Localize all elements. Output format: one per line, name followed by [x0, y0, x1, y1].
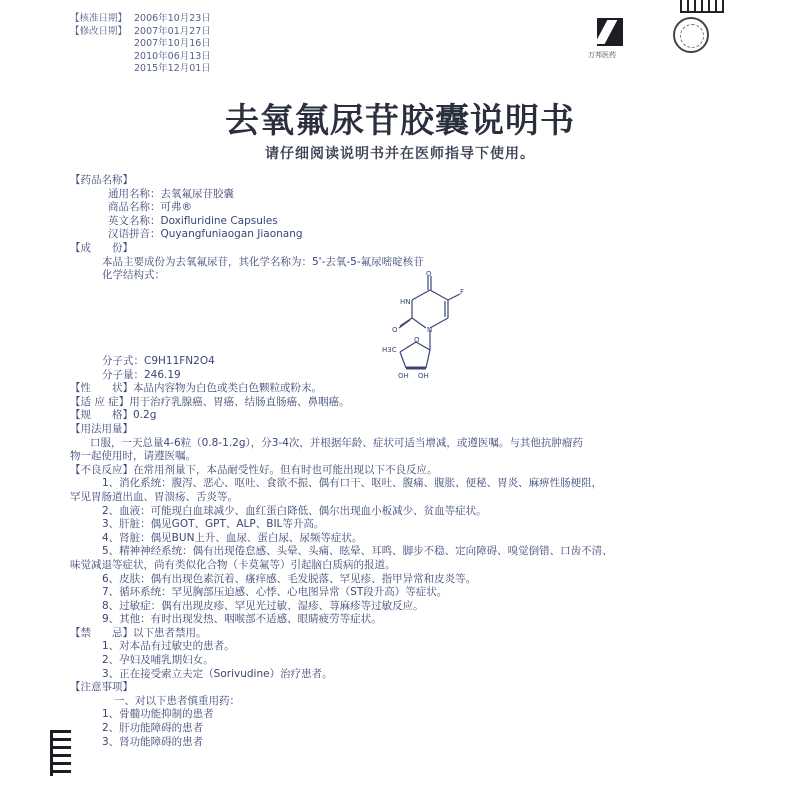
print-registration-mark-icon	[50, 730, 71, 776]
svg-text:OH: OH	[398, 372, 409, 380]
revision-date: 2015年12月01日	[134, 63, 211, 74]
indications-text: 用于治疗乳腺癌、胃癌、结肠直肠癌、鼻咽癌。	[129, 395, 350, 408]
section-specification	[70, 409, 613, 423]
section-heading: 【成 份】	[70, 242, 133, 254]
precaution-item: 3、肾功能障碍的患者	[102, 735, 204, 748]
contraindications-intro: 以下患者禁用。	[133, 626, 207, 639]
adverse-intro: 在常用剂量下，本品耐受性好。但有时也可能出现以下不良反应。	[133, 463, 438, 476]
revision-date: 2007年01月27日	[134, 25, 211, 37]
precaution-item: 1、骨髓功能抑制的患者	[102, 708, 214, 721]
contraindication-item: 1、对本品有过敏史的患者。	[102, 640, 235, 653]
section-heading: 【注意事项】	[70, 681, 133, 694]
molecular-formula: 分子式：C9H11FN2O4	[102, 355, 215, 367]
adverse-item: 1、消化系统：腹泻、恶心、呕吐、食欲不振、偶有口干、呕吐、腹痛、腹胀、便秘、胃炎、麻痹性肠梗阻，	[102, 477, 603, 490]
adverse-item: 4、肾脏：偶见BUN上升、血尿、蛋白尿、尿频等症状。	[102, 531, 363, 544]
contraindication-item: 3、正在接受索立夫定（Sorivudine）治疗患者。	[102, 667, 333, 680]
revision-date-label	[70, 63, 134, 76]
svg-text:F: F	[460, 288, 465, 296]
section-indications	[70, 396, 613, 410]
adverse-item: 8、过敏症：偶有出现皮疹、罕见光过敏、湿疹、荨麻疹等过敏反应。	[102, 599, 424, 612]
approval-date: 2006年10月23日	[134, 13, 211, 24]
svg-text:O: O	[414, 336, 420, 344]
section-heading: 【药品名称】	[70, 174, 133, 186]
appearance-text: 本品内容物为白色或类白色颗粒或粉末。	[133, 382, 322, 395]
section-drug-name	[70, 174, 303, 242]
barcode-mark-icon	[680, 0, 724, 13]
adverse-item: 罕见胃肠道出血、胃溃疡、舌炎等。	[70, 490, 238, 503]
svg-text:N: N	[427, 326, 433, 334]
adverse-item: 3、肝脏：偶见GOT、GPT、ALP、BIL等升高。	[102, 518, 325, 531]
revision-date: 2007年10月16日	[134, 38, 211, 49]
svg-text:OH: OH	[418, 372, 429, 380]
section-heading: 【用法用量】	[70, 422, 133, 435]
document-title: 去氧氟尿苷胶囊说明书	[225, 101, 575, 141]
contraindication-item: 2、孕妇及哺乳期妇女。	[102, 654, 214, 667]
section-adverse-reactions	[70, 464, 613, 478]
section-heading: 【适 应 症】	[70, 395, 130, 408]
adverse-item: 味觉减退等症状，尚有类似化合物（卡莫氟等）引起脑白质病的报道。	[70, 558, 396, 571]
revision-dates	[70, 13, 211, 76]
section-heading: 【不良反应】	[70, 463, 133, 476]
certification-seal-icon	[673, 17, 709, 53]
section-properties	[70, 382, 613, 396]
revision-date-label: 【修改日期】	[70, 25, 128, 37]
adverse-item: 5、精神神经系统：偶有出现倦怠感、头晕、头痛、眩晕、耳鸣、脚步不稳、定向障碍、嗅觉倒错、口齿不清、	[102, 545, 613, 558]
revision-date-label	[70, 51, 134, 64]
generic-name: 通用名称：去氧氟尿苷胶囊	[108, 187, 234, 200]
revision-date: 2010年06月13日	[134, 50, 211, 62]
precaution-item: 一、对以下患者慎重用药：	[114, 694, 240, 707]
pinyin-name: 汉语拼音：Quyangfuniaogan Jiaonang	[108, 228, 303, 241]
structure-label: 化学结构式：	[102, 269, 165, 282]
revision-date-label	[70, 38, 134, 51]
adverse-item: 9、其他：有时出现发热、咽喉部不适感、眼睛疲劳等症状。	[102, 613, 382, 626]
svg-text:H3C: H3C	[382, 346, 397, 354]
section-contraindications	[70, 627, 613, 641]
company-logo-icon	[597, 18, 623, 46]
composition-text: 本品主要成份为去氧氟尿苷，其化学名称为：5'-去氧-5-氟尿嘧啶核苷	[102, 255, 424, 268]
section-heading: 【禁 忌】	[70, 626, 133, 639]
adverse-item: 7、循环系统：罕见胸部压迫感、心悸、心电图异常（ST段升高）等症状。	[102, 586, 448, 599]
section-heading: 【性 状】	[70, 382, 133, 395]
section-heading: 【规 格】	[70, 409, 133, 422]
precaution-item: 2、肝功能障碍的患者	[102, 722, 204, 735]
section-molecular-info	[70, 355, 613, 749]
dosage-text: 口服，一天总量4-6粒（0.8-1.2g），分3-4次，并根据年龄、症状可适当增减，或遵医嘱。与其他抗肿瘤药	[90, 436, 583, 449]
document-subtitle: 请仔细阅读说明书并在医师指导下使用。	[265, 146, 535, 162]
trade-name: 商品名称：可弗®	[108, 201, 192, 214]
approval-date-label: 【核准日期】	[70, 13, 128, 24]
atom-o-top: O	[426, 270, 432, 278]
molecular-weight: 分子量：246.19	[102, 368, 181, 381]
english-name: 英文名称：Doxifluridine Capsules	[108, 214, 278, 227]
dosage-text: 物一起使用时，请遵医嘱。	[70, 450, 196, 463]
svg-text:HN: HN	[400, 298, 411, 306]
adverse-item: 6、皮肤：偶有出现色素沉着、瘙痒感、毛发脱落、罕见疹、指甲异常和皮炎等。	[102, 572, 477, 585]
adverse-item: 2、血液：可能现白血球减少、血红蛋白降低、偶尔出现血小板减少、贫血等症状。	[102, 504, 487, 517]
specification-text: 0.2g	[133, 409, 157, 422]
svg-text:O: O	[392, 326, 398, 334]
company-logo-caption: 万邦医药	[588, 51, 616, 59]
